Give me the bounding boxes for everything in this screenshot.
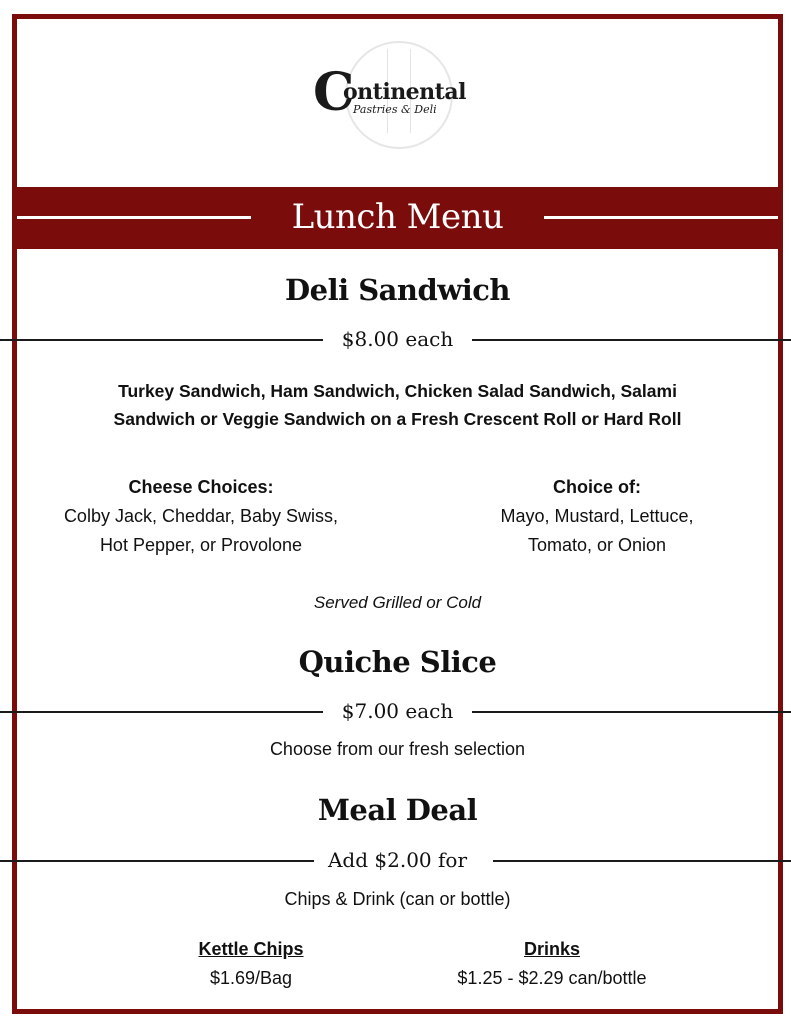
cheese-choices bbox=[21, 473, 381, 560]
meal-price-row bbox=[0, 845, 791, 875]
quiche-price-row bbox=[0, 696, 791, 726]
deli-heading: Deli Sandwich bbox=[284, 273, 511, 307]
kettle-chips bbox=[151, 935, 351, 993]
deli-description-line2: Sandwich or Veggie Sandwich on a Fresh Crescent Roll or Hard Roll bbox=[113, 409, 682, 429]
drinks-price: $1.25 - $2.29 can/bottle bbox=[457, 968, 647, 988]
topping-choices bbox=[427, 473, 767, 560]
topping-line1: Mayo, Mustard, Lettuce, bbox=[500, 506, 694, 526]
meal-note: Chips & Drink (can or bottle) bbox=[284, 889, 511, 909]
logo-name: ontinental bbox=[343, 79, 466, 105]
deli-description-line1: Turkey Sandwich, Ham Sandwich, Chicken Salad Sandwich, Salami bbox=[118, 381, 677, 401]
drinks bbox=[407, 935, 697, 993]
logo-tagline: Pastries & Deli bbox=[353, 103, 437, 116]
topping-line2: Tomato, or Onion bbox=[527, 535, 667, 555]
quiche-price: $7.00 each bbox=[341, 699, 454, 723]
meal-price: Add $2.00 for bbox=[327, 848, 468, 872]
drinks-heading: Drinks bbox=[523, 939, 581, 959]
logo-area bbox=[17, 19, 778, 187]
cheese-line1: Colby Jack, Cheddar, Baby Swiss, bbox=[63, 506, 339, 526]
deli-price: $8.00 each bbox=[341, 327, 454, 351]
logo-initial: C bbox=[313, 62, 355, 123]
cheese-heading: Cheese Choices: bbox=[128, 477, 274, 497]
chips-price: $1.69/Bag bbox=[209, 968, 293, 988]
page-title: Lunch Menu bbox=[291, 197, 504, 237]
topping-heading: Choice of: bbox=[553, 477, 641, 497]
menu-frame bbox=[12, 14, 783, 1014]
deli-note: Served Grilled or Cold bbox=[313, 593, 482, 612]
quiche-heading: Quiche Slice bbox=[298, 645, 497, 679]
chips-heading: Kettle Chips bbox=[198, 939, 304, 959]
meal-heading: Meal Deal bbox=[317, 793, 478, 827]
quiche-note: Choose from our fresh selection bbox=[269, 739, 526, 759]
cheese-line2: Hot Pepper, or Provolone bbox=[99, 535, 303, 555]
deli-price-row bbox=[0, 324, 791, 354]
title-banner bbox=[17, 187, 778, 249]
